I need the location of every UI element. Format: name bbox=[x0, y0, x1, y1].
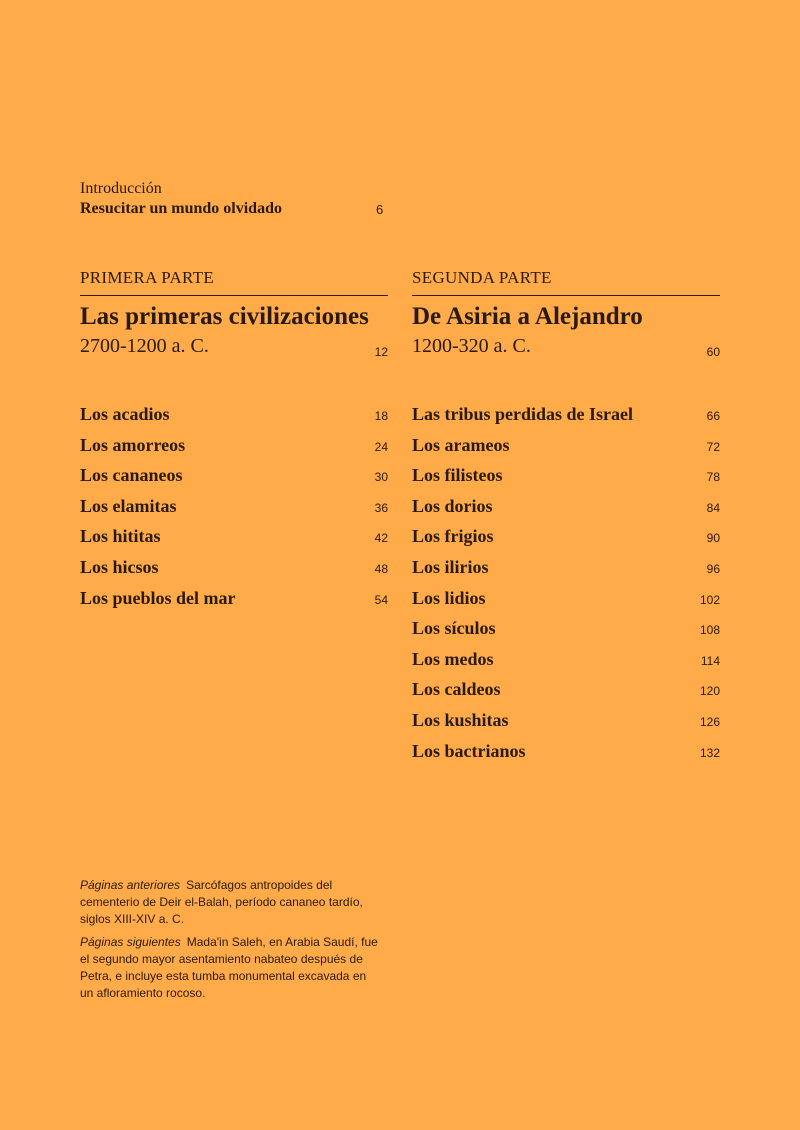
chapter-entry[interactable] bbox=[412, 706, 720, 737]
chapter-title: Los medos bbox=[412, 648, 494, 669]
chapter-title: Las tribus perdidas de Israel bbox=[412, 404, 634, 424]
chapter-page: 36 bbox=[374, 500, 388, 515]
chapter-page: 18 bbox=[374, 409, 388, 423]
chapter-entry[interactable] bbox=[80, 461, 388, 492]
part-one-chapter-list bbox=[80, 400, 388, 614]
chapter-title: Los amorreos bbox=[80, 434, 186, 455]
chapter-page: 126 bbox=[699, 714, 720, 729]
chapter-title: Los dorios bbox=[412, 495, 493, 516]
image-captions bbox=[80, 877, 380, 1008]
caption-label: Páginas anteriores bbox=[80, 878, 181, 892]
chapter-page: 96 bbox=[706, 561, 720, 576]
chapter-page: 30 bbox=[374, 470, 388, 485]
chapter-entry[interactable] bbox=[412, 400, 720, 431]
chapter-title: Los cananeos bbox=[80, 465, 183, 486]
chapter-entry[interactable] bbox=[80, 553, 388, 584]
chapter-entry[interactable] bbox=[412, 737, 720, 768]
chapter-entry[interactable] bbox=[412, 461, 720, 492]
part-page-number: 60 bbox=[706, 345, 720, 359]
chapter-entry[interactable] bbox=[412, 614, 720, 645]
part-title[interactable]: Las primeras civilizaciones bbox=[80, 303, 369, 330]
chapter-entry[interactable] bbox=[412, 522, 720, 553]
chapter-page: 120 bbox=[699, 684, 720, 699]
part-title[interactable]: De Asiria a Alejandro bbox=[412, 303, 643, 330]
chapter-entry[interactable] bbox=[80, 431, 388, 462]
part-page-number: 12 bbox=[374, 345, 388, 359]
chapter-entry[interactable] bbox=[80, 584, 388, 615]
chapter-page: 102 bbox=[699, 592, 720, 607]
part-label: PRIMERA PARTE bbox=[80, 268, 388, 296]
chapter-page: 78 bbox=[706, 470, 720, 485]
chapter-entry[interactable] bbox=[412, 584, 720, 615]
caption-text: Mada'in Saleh, en Arabia Saudí, fue el segundo mayor asentamiento nabateo después de Petra, e incluye esta tumba monumental excavada en un afloramiento rocoso. bbox=[80, 935, 378, 1000]
chapter-page: 108 bbox=[699, 623, 720, 638]
intro-label: Introducción bbox=[80, 180, 162, 197]
part-range-text: 2700-1200 a. C. bbox=[80, 335, 209, 357]
chapter-entry[interactable] bbox=[80, 400, 388, 431]
chapter-page: 90 bbox=[706, 531, 720, 546]
chapter-title: Los arameos bbox=[412, 434, 510, 455]
chapter-page: 84 bbox=[706, 500, 720, 515]
chapter-entry[interactable] bbox=[412, 553, 720, 584]
chapter-title: Los bactrianos bbox=[412, 740, 526, 761]
chapter-title: Los filisteos bbox=[412, 465, 503, 486]
part-date-range bbox=[80, 332, 388, 360]
chapter-page: 66 bbox=[706, 409, 720, 423]
chapter-page: 24 bbox=[374, 439, 388, 454]
caption-text: Sarcófagos antropoides del cementerio de Deir el-Balah, período cananeo tardío, siglos XIII-XIV a. C. bbox=[80, 878, 363, 926]
chapter-title: Los sículos bbox=[412, 618, 496, 639]
chapter-title: Los acadios bbox=[80, 404, 170, 424]
part-one-header bbox=[80, 268, 388, 360]
caption-next-pages bbox=[80, 934, 380, 1002]
chapter-page: 54 bbox=[374, 592, 388, 607]
part-date-range bbox=[412, 332, 720, 360]
chapter-entry[interactable] bbox=[80, 492, 388, 523]
chapter-entry[interactable] bbox=[80, 522, 388, 553]
chapter-entry[interactable] bbox=[412, 492, 720, 523]
chapter-page: 132 bbox=[699, 745, 720, 760]
chapter-title: Los lidios bbox=[412, 587, 486, 608]
chapter-title: Los elamitas bbox=[80, 495, 177, 516]
chapter-page: 72 bbox=[706, 439, 720, 454]
intro-title[interactable]: Resucitar un mundo olvidado bbox=[80, 200, 282, 217]
part-label: SEGUNDA PARTE bbox=[412, 268, 720, 296]
chapter-title: Los caldeos bbox=[412, 679, 501, 700]
part-two-header bbox=[412, 268, 720, 360]
chapter-title: Los kushitas bbox=[412, 709, 509, 730]
chapter-page: 48 bbox=[374, 561, 388, 576]
intro-page-number: 6 bbox=[376, 202, 384, 217]
part-range-text: 1200-320 a. C. bbox=[412, 335, 531, 357]
chapter-page: 114 bbox=[700, 653, 720, 668]
caption-label: Páginas siguientes bbox=[80, 935, 181, 949]
chapter-entry[interactable] bbox=[412, 675, 720, 706]
chapter-title: Los frigios bbox=[412, 526, 494, 547]
caption-previous-pages bbox=[80, 877, 380, 928]
chapter-entry[interactable] bbox=[412, 431, 720, 462]
chapter-title: Los hicsos bbox=[80, 556, 159, 577]
chapter-page: 42 bbox=[374, 531, 388, 546]
chapter-title: Los hititas bbox=[80, 526, 161, 547]
chapter-entry[interactable] bbox=[412, 645, 720, 676]
chapter-title: Los ilirios bbox=[412, 556, 489, 577]
part-two-chapter-list bbox=[412, 400, 720, 767]
chapter-title: Los pueblos del mar bbox=[80, 587, 236, 608]
